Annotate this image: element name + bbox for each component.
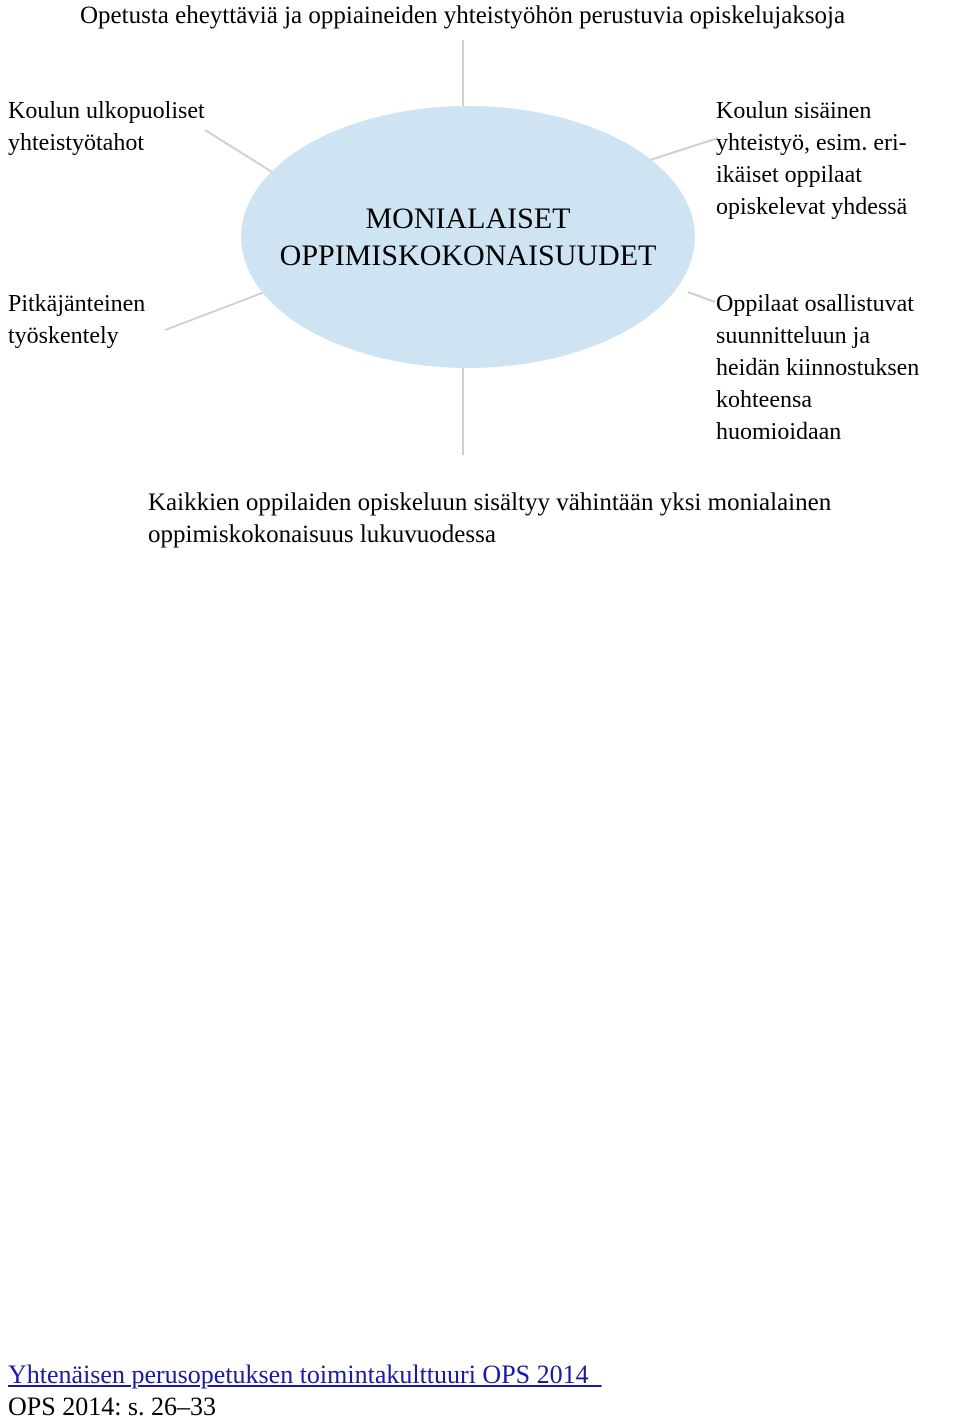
footer-link[interactable]: Yhtenäisen perusopetuksen toimintakulttuuri OPS 2014	[8, 1360, 602, 1389]
connector-mid-left	[165, 290, 270, 330]
node-line: Koulun ulkopuoliset	[8, 98, 205, 124]
page-title: Opetusta eheyttäviä ja oppiaineiden yhteistyöhön perustuvia opiskelujaksoja	[80, 2, 846, 29]
center-label	[241, 200, 695, 274]
node-line: Koulun sisäinen	[716, 98, 872, 124]
node-line: suunnitteluun ja	[716, 323, 870, 349]
node-line: Oppilaat osallistuvat	[716, 291, 914, 317]
node-student-participation	[716, 288, 919, 448]
node-line: kohteensa	[716, 387, 812, 413]
connector-mid-right	[688, 292, 715, 302]
node-line: huomioidaan	[716, 419, 842, 445]
center-label-line-1: MONIALAISET	[365, 202, 571, 235]
node-long-term-work	[8, 288, 145, 352]
node-external-partners	[8, 95, 205, 159]
statement-line: oppimiskokonaisuus lukuvuodessa	[148, 521, 496, 548]
statement-text	[148, 487, 831, 551]
node-line: opiskelevat yhdessä	[716, 194, 908, 220]
node-line: heidän kiinnostuksen	[716, 355, 920, 381]
footer-reference: OPS 2014: s. 26–33	[8, 1392, 217, 1421]
node-line: yhteistyö, esim. eri-	[716, 130, 907, 156]
node-line: yhteistyötahot	[8, 130, 144, 156]
node-line: työskentely	[8, 323, 119, 349]
node-line: ikäiset oppilaat	[716, 162, 862, 188]
connector-top-left	[205, 130, 272, 172]
center-label-line-2: OPPIMISKOKONAISUUDET	[279, 239, 657, 272]
node-internal-cooperation	[716, 95, 907, 223]
node-line: Pitkäjänteinen	[8, 291, 146, 317]
connector-top-right	[650, 138, 718, 160]
statement-line: Kaikkien oppilaiden opiskeluun sisältyy vähintään yksi monialainen	[148, 489, 832, 516]
